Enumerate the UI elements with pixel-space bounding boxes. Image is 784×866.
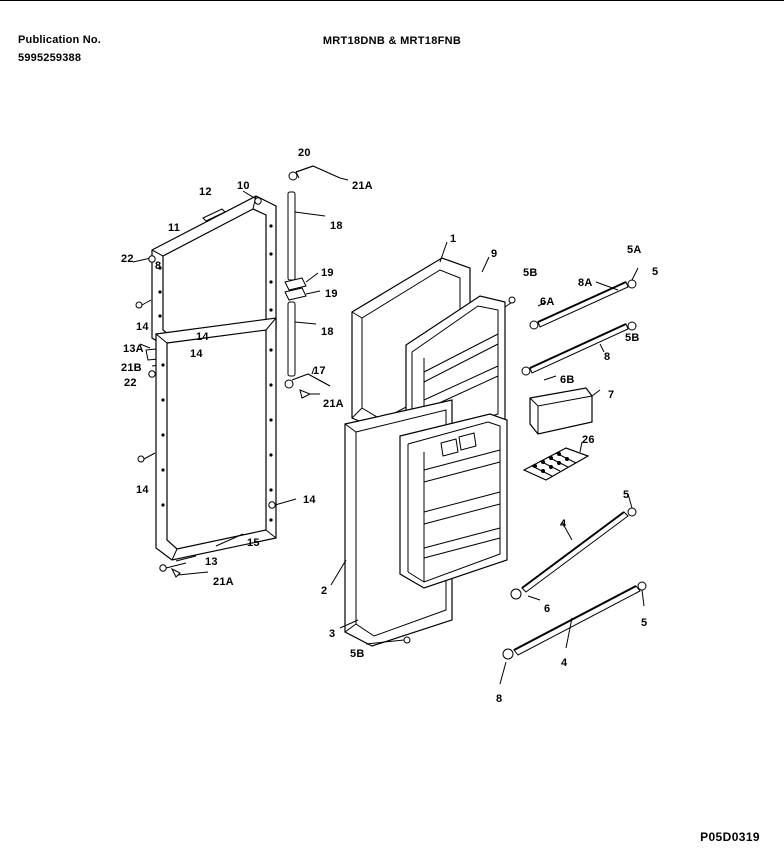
callout-6-2: 6 (544, 603, 551, 615)
callout-5b-3: 5B (350, 648, 365, 660)
refrigerator-door-panel-group (138, 318, 296, 577)
callout-1: 1 (450, 233, 457, 245)
bottom-trim-rails-group (500, 494, 646, 684)
callout-22-1: 22 (121, 253, 134, 265)
callout-5-2: 5 (623, 489, 630, 501)
publication-number: 5995259388 (18, 52, 82, 64)
callout-8-1: 8 (155, 260, 162, 272)
callout-19-2: 19 (325, 288, 338, 300)
callout-5b-2: 5B (625, 332, 640, 344)
callout-10: 10 (237, 180, 250, 192)
diagram-code: P05D0319 (700, 830, 760, 844)
callout-5-1: 5 (652, 266, 659, 278)
callout-6a: 6A (540, 296, 555, 308)
callout-22-2: 22 (124, 377, 137, 389)
callout-21b: 21B (121, 362, 142, 374)
callout-14-5: 14 (303, 494, 316, 506)
callout-26: 26 (582, 434, 595, 446)
callout-8-3: 8 (496, 693, 503, 705)
callout-20: 20 (298, 147, 311, 159)
callout-14-2: 14 (196, 331, 209, 343)
callout-2: 2 (321, 585, 328, 597)
callout-6b: 6B (560, 374, 575, 386)
callout-18-2: 18 (321, 326, 334, 338)
callout-17: 17 (313, 365, 326, 377)
callout-21a-3: 21A (213, 576, 234, 588)
center-trim-parts-group (285, 166, 348, 398)
callout-12: 12 (199, 186, 212, 198)
callout-14-4: 14 (136, 484, 149, 496)
callout-7: 7 (608, 389, 615, 401)
callout-21a-2: 21A (323, 398, 344, 410)
callout-11: 11 (168, 222, 181, 234)
publication-label: Publication No. (18, 34, 102, 46)
callout-15: 15 (247, 537, 260, 549)
callout-14-3: 14 (190, 348, 203, 360)
callout-3: 3 (329, 628, 336, 640)
callout-5b-1: 5B (523, 267, 538, 279)
callout-5-3: 5 (641, 617, 648, 629)
callout-14-1: 14 (136, 321, 149, 333)
callout-8-2: 8 (604, 351, 611, 363)
model-title: MRT18DNB & MRT18FNB (322, 35, 462, 47)
callout-19-1: 19 (321, 267, 334, 279)
callout-4-1: 4 (560, 518, 567, 530)
callout-13a: 13A (123, 343, 144, 355)
callout-4-2: 4 (561, 657, 568, 669)
refrigerator-door-assembly-group (331, 400, 507, 646)
callout-5a: 5A (627, 244, 642, 256)
callout-18-1: 18 (330, 220, 343, 232)
callout-9: 9 (491, 248, 498, 260)
callout-21a-1: 21A (352, 180, 373, 192)
callout-13: 13 (205, 556, 218, 568)
callout-8a: 8A (578, 277, 593, 289)
